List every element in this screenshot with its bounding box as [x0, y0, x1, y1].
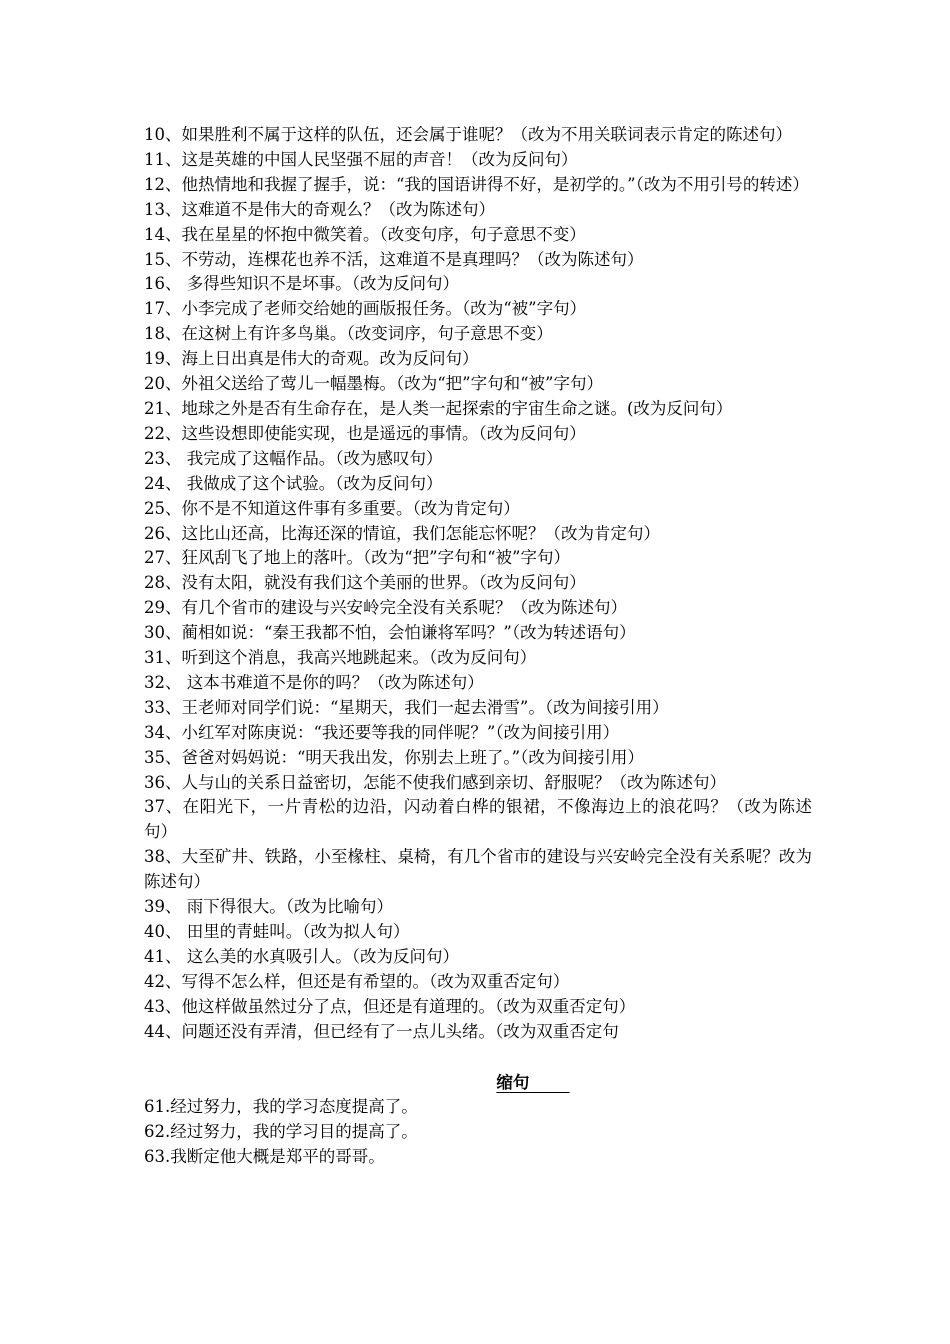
exercise-item: 44、问题还没有弄清，但已经有了一点儿头绪。（改为双重否定句	[144, 1021, 619, 1041]
exercise-item: 35、爸爸对妈妈说：“明天我出发，你别去上班了。”（改为间接引用）	[144, 747, 644, 767]
exercise-item: 20、外祖父送给了莺儿一幅墨梅。（改为“把”字句和“被”字句）	[144, 374, 603, 394]
exercise-item: 25、你不是不知道这件事有多重要。（改为肯定句）	[144, 498, 520, 518]
exercise-item: 37、在阳光下，一片青松的边沿，闪动着白桦的银裙，不像海边上的浪花吗？（改为陈述句）	[144, 797, 812, 842]
document-page	[144, 123, 812, 1170]
exercise-item: 26、这比山还高，比海还深的情谊，我们怎能忘怀呢？（改为肯定句）	[144, 523, 660, 543]
exercise-item: 42、写得不怎么样，但还是有希望的。（改为双重否定句）	[144, 971, 570, 991]
exercise-item: 15、不劳动，连棵花也养不活，这难道不是真理吗？（改为陈述句）	[144, 249, 644, 269]
section-title: 缩句	[496, 1072, 530, 1092]
exercise-item: 19、海上日出真是伟大的奇观。改为反问句）	[144, 349, 479, 369]
exercise-item: 62.经过努力，我的学习目的提高了。	[144, 1122, 418, 1142]
exercise-item: 11、这是英雄的中国人民坚强不屈的声音！（改为反问句）	[144, 149, 578, 169]
exercise-item: 39、 雨下得很大。（改为比喻句）	[144, 897, 393, 917]
exercise-item: 24、 我做成了这个试验。（改为反问句）	[144, 473, 443, 493]
exercise-item: 13、这难道不是伟大的奇观么？（改为陈述句）	[144, 199, 495, 219]
exercise-item: 61.经过努力，我的学习态度提高了。	[144, 1097, 418, 1117]
exercise-item: 32、 这本书难道不是你的吗？（改为陈述句）	[144, 672, 484, 692]
condensing-exercise-list	[144, 1095, 812, 1170]
exercise-item: 40、 田里的青蛙叫。（改为拟人句）	[144, 922, 410, 941]
exercise-item: 28、没有太阳，就没有我们这个美丽的世界。（改为反问句）	[144, 573, 586, 593]
exercise-item: 12、他热情地和我握了握手，说：“我的国语讲得不好，是初学的。”（改为不用引号的转述）	[144, 174, 809, 194]
exercise-item: 21、地球之外是否有生命存在，是人类一起探索的宇宙生命之谜。(改为反问句）	[144, 398, 733, 418]
exercise-item: 34、小红军对陈庚说：“我还要等我的同伴呢？”（改为间接引用）	[144, 722, 620, 742]
exercise-item: 41、 这么美的水真吸引人。（改为反问句）	[144, 946, 459, 966]
exercise-item: 43、他这样做虽然过分了点，但还是有道理的。（改为双重否定句）	[144, 996, 636, 1016]
exercise-item: 16、 多得些知识不是坏事。（改为反问句）	[144, 274, 459, 294]
exercise-item: 36、人与山的关系日益密切，怎能不使我们感到亲切、舒服呢？（改为陈述句）	[144, 772, 726, 792]
exercise-item: 10、如果胜利不属于这样的队伍，还会属于谁呢？（改为不用关联词表示肯定的陈述句）	[144, 125, 792, 144]
exercise-item: 18、在这树上有许多鸟巢。（改变词序，句子意思不变）	[144, 324, 553, 344]
exercise-item: 29、有几个省市的建设与兴安岭完全没有关系呢？（改为陈述句）	[144, 598, 627, 618]
exercise-item: 17、小李完成了老师交给她的画版报任务。（改为“被”字句）	[144, 299, 587, 319]
exercise-item: 31、听到这个消息，我高兴地跳起来。（改为反问句）	[144, 648, 537, 668]
exercise-item: 27、狂风刮飞了地上的落叶。（改为“把”字句和“被”字句）	[144, 548, 570, 568]
exercise-item: 14、我在星星的怀抱中微笑着。（改变句序，句子意思不变）	[144, 224, 586, 244]
exercise-item: 38、大至矿井、铁路，小至椽柱、桌椅，有几个省市的建设与兴安岭完全没有关系呢？改为陈述句）	[144, 847, 812, 892]
exercise-item: 33、王老师对同学们说：“星期天，我们一起去滑雪”。（改为间接引用）	[144, 697, 669, 717]
exercise-item: 23、 我完成了这幅作品。（改为感叹句）	[144, 448, 443, 468]
exercise-item: 22、这些设想即使能实现，也是遥远的事情。（改为反问句）	[144, 423, 586, 443]
exercise-list	[144, 123, 812, 1045]
exercise-item: 30、蔺相如说：“秦王我都不怕，会怕谦将军吗？”（改为转述语句）	[144, 623, 636, 643]
exercise-item: 63.我断定他大概是郑平的哥哥。	[144, 1147, 385, 1167]
